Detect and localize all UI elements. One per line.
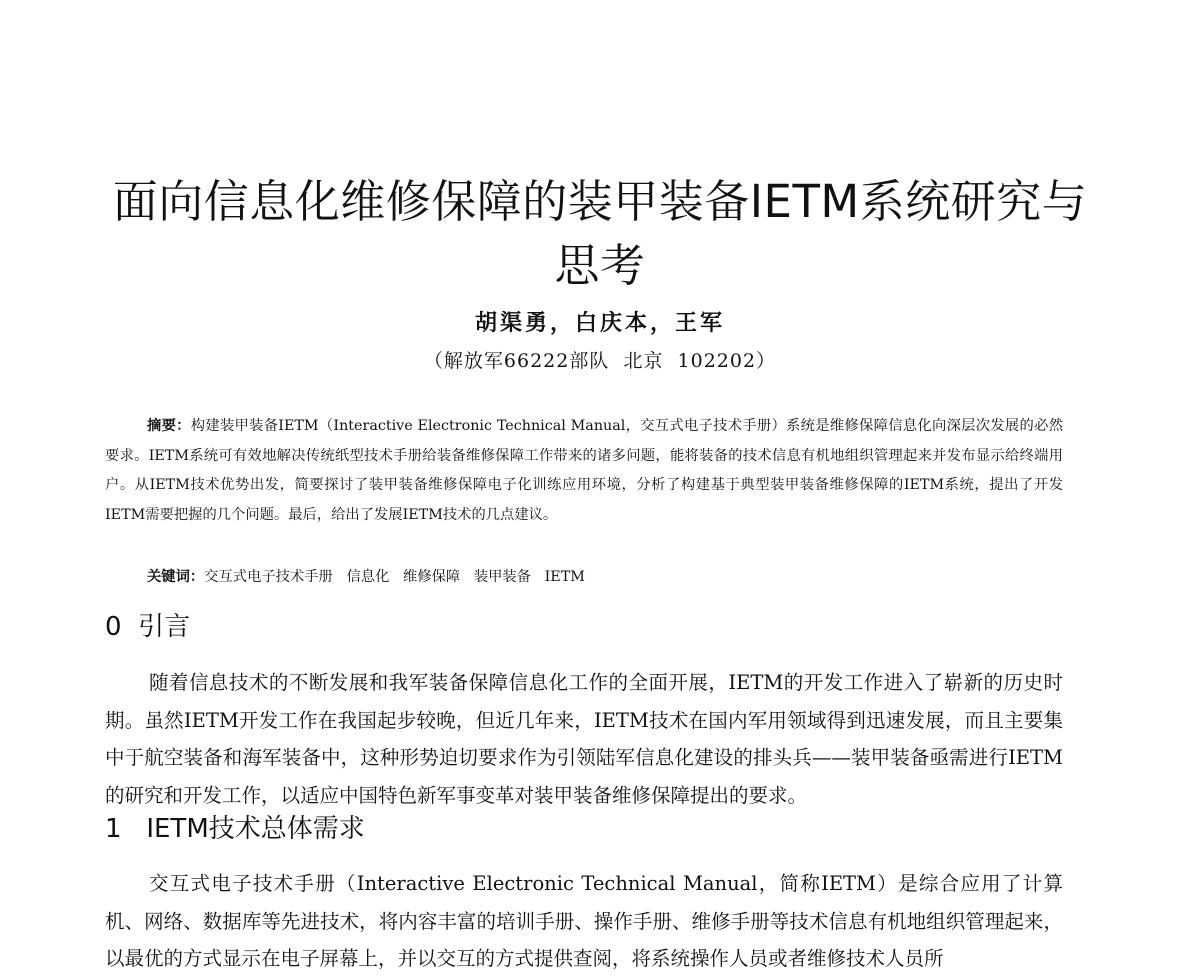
paragraph-text: 交互式电子技术手册（Interactive Electronic Technical Manual，简称IETM）是综合应用了计算机、网络、数据库等先进技术，将内容丰富的培训手册、操作手册、维修手册等技术信息有机地组织管理起来，以最优的方式显示在电子屏幕上，并以交互的方式提供查阅，将系统操作人员或者维修技术人员所: [105, 872, 1063, 970]
section-heading-introduction: 0 引言: [105, 612, 191, 642]
paragraph-indent: [105, 872, 149, 895]
abstract-text: 构建装甲装备IETM（Interactive Electronic Technical Manual，交互式电子技术手册）系统是维修保障信息化向深层次发展的必然要求。IETM系统可有效地解决传统纸型技术手册给装备维修保障工作带来的诸多问题，能将装备的技术信息有机地组织管理起来并发布显示给终端用户。从IETM技术优势出发，简要探讨了装甲装备维修保障电子化训练应用环境，分析了构建基于典型装甲装备维修保障的IETM系统，提出了开发IETM需要把握的几个问题。最后，给出了发展IETM技术的几点建议。: [105, 418, 1063, 523]
paper-title: 面向信息化维修保障的装甲装备IETM系统研究与思考: [112, 175, 1088, 293]
author-list: 胡渠勇，白庆本，王军: [474, 310, 725, 336]
keywords-line: [147, 563, 1047, 592]
keywords-text: 交互式电子技术手册 信息化 维修保障 装甲装备 IETM: [204, 569, 585, 585]
section-paragraph-ietm-requirements: [105, 865, 1063, 978]
abstract-block: [105, 412, 1063, 530]
section-paragraph-introduction: [105, 664, 1063, 814]
section-heading-ietm-requirements: 1 IETM技术总体需求: [105, 814, 365, 844]
abstract-label: 摘要：: [147, 418, 191, 434]
keywords-label: 关键词：: [147, 569, 205, 585]
paragraph-indent: [105, 671, 149, 694]
abstract-indent: [105, 418, 147, 434]
author-affiliation: （解放军66222部队 北京 102202）: [423, 350, 777, 372]
paragraph-text: 随着信息技术的不断发展和我军装备保障信息化工作的全面开展，IETM的开发工作进入了崭新的历史时期。虽然IETM开发工作在我国起步较晚，但近几年来，IETM技术在国内军用领域得到迅速发展，而且主要集中于航空装备和海军装备中，这种形势迫切要求作为引领陆军信息化建设的排头兵——装甲装备亟需进行IETM的研究和开发工作，以适应中国特色新军事变革对装甲装备维修保障提出的要求。: [105, 671, 1063, 807]
